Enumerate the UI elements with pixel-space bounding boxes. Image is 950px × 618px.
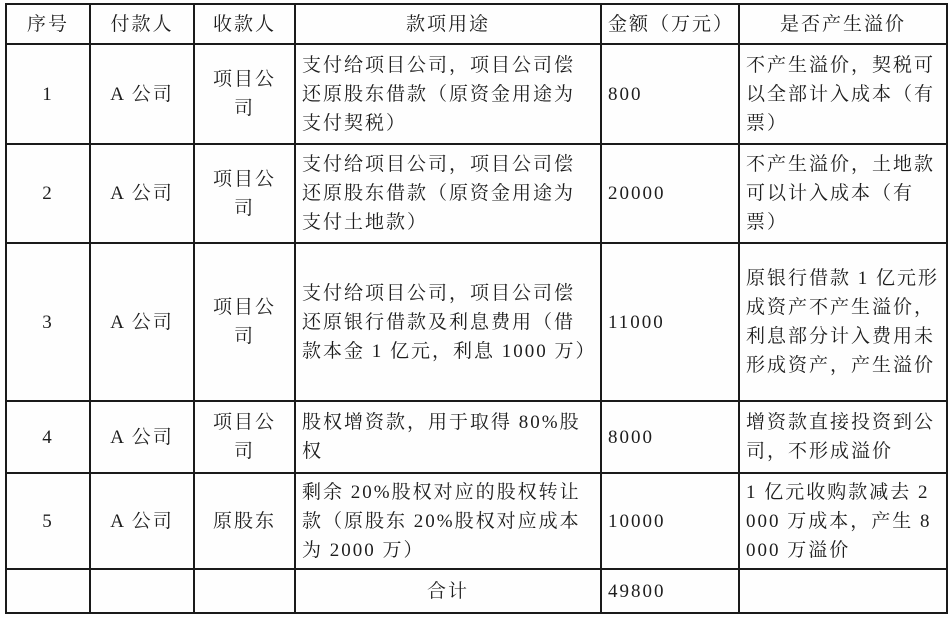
amount-cell: 11000 — [601, 243, 739, 401]
total-amount-cell: 49800 — [601, 569, 739, 613]
empty-cell — [194, 569, 295, 613]
empty-cell — [739, 569, 947, 613]
empty-cell — [6, 569, 90, 613]
payer-cell: A 公司 — [90, 243, 194, 401]
premium-cell: 1 亿元收购款减去 2000 万成本，产生 8000 万溢价 — [739, 473, 947, 569]
header-row — [6, 4, 947, 44]
header-amount: 金额（万元） — [601, 4, 739, 44]
purpose-cell: 支付给项目公司，项目公司偿还原银行借款及利息费用（借款本金 1 亿元，利息 1000 万） — [295, 243, 601, 401]
payer-cell: A 公司 — [90, 473, 194, 569]
payee-text: 项目公司 — [212, 297, 276, 347]
payee-cell — [194, 44, 295, 144]
amount-cell: 8000 — [601, 401, 739, 473]
payee-text: 项目公司 — [212, 69, 276, 119]
amount-cell: 800 — [601, 44, 739, 144]
purpose-cell: 股权增资款，用于取得 80%股权 — [295, 401, 601, 473]
purpose-cell: 支付给项目公司，项目公司偿还原股东借款（原资金用途为支付契税） — [295, 44, 601, 144]
premium-cell: 不产生溢价，土地款可以计入成本（有票） — [739, 144, 947, 243]
header-payee: 收款人 — [194, 4, 295, 44]
premium-cell: 原银行借款 1 亿元形成资产不产生溢价，利息部分计入费用未形成资产，产生溢价 — [739, 243, 947, 401]
header-premium: 是否产生溢价 — [739, 4, 947, 44]
purpose-cell: 支付给项目公司，项目公司偿还原股东借款（原资金用途为支付土地款） — [295, 144, 601, 243]
payee-text: 原股东 — [212, 510, 276, 532]
seq-cell: 4 — [6, 401, 90, 473]
seq-cell: 5 — [6, 473, 90, 569]
table-row — [6, 144, 947, 243]
header-seq: 序号 — [6, 4, 90, 44]
payee-text: 项目公司 — [212, 412, 276, 462]
payer-cell: A 公司 — [90, 401, 194, 473]
table-row — [6, 401, 947, 473]
seq-cell: 1 — [6, 44, 90, 144]
amount-cell: 20000 — [601, 144, 739, 243]
seq-cell: 2 — [6, 144, 90, 243]
payee-cell — [194, 243, 295, 401]
payer-cell: A 公司 — [90, 44, 194, 144]
premium-cell: 增资款直接投资到公司，不形成溢价 — [739, 401, 947, 473]
seq-cell: 3 — [6, 243, 90, 401]
payee-cell — [194, 473, 295, 569]
table-row — [6, 44, 947, 144]
total-row — [6, 569, 947, 613]
purpose-cell: 剩余 20%股权对应的股权转让款（原股东 20%股权对应成本为 2000 万） — [295, 473, 601, 569]
amount-cell: 10000 — [601, 473, 739, 569]
empty-cell — [90, 569, 194, 613]
payment-table — [5, 3, 948, 614]
table-row — [6, 473, 947, 569]
premium-cell: 不产生溢价，契税可以全部计入成本（有票） — [739, 44, 947, 144]
total-label-cell: 合计 — [295, 569, 601, 613]
table-row — [6, 243, 947, 401]
payee-text: 项目公司 — [212, 168, 276, 219]
payer-cell: A 公司 — [90, 144, 194, 243]
header-payer: 付款人 — [90, 4, 194, 44]
payee-cell — [194, 401, 295, 473]
payee-cell — [194, 144, 295, 243]
header-purpose: 款项用途 — [295, 4, 601, 44]
